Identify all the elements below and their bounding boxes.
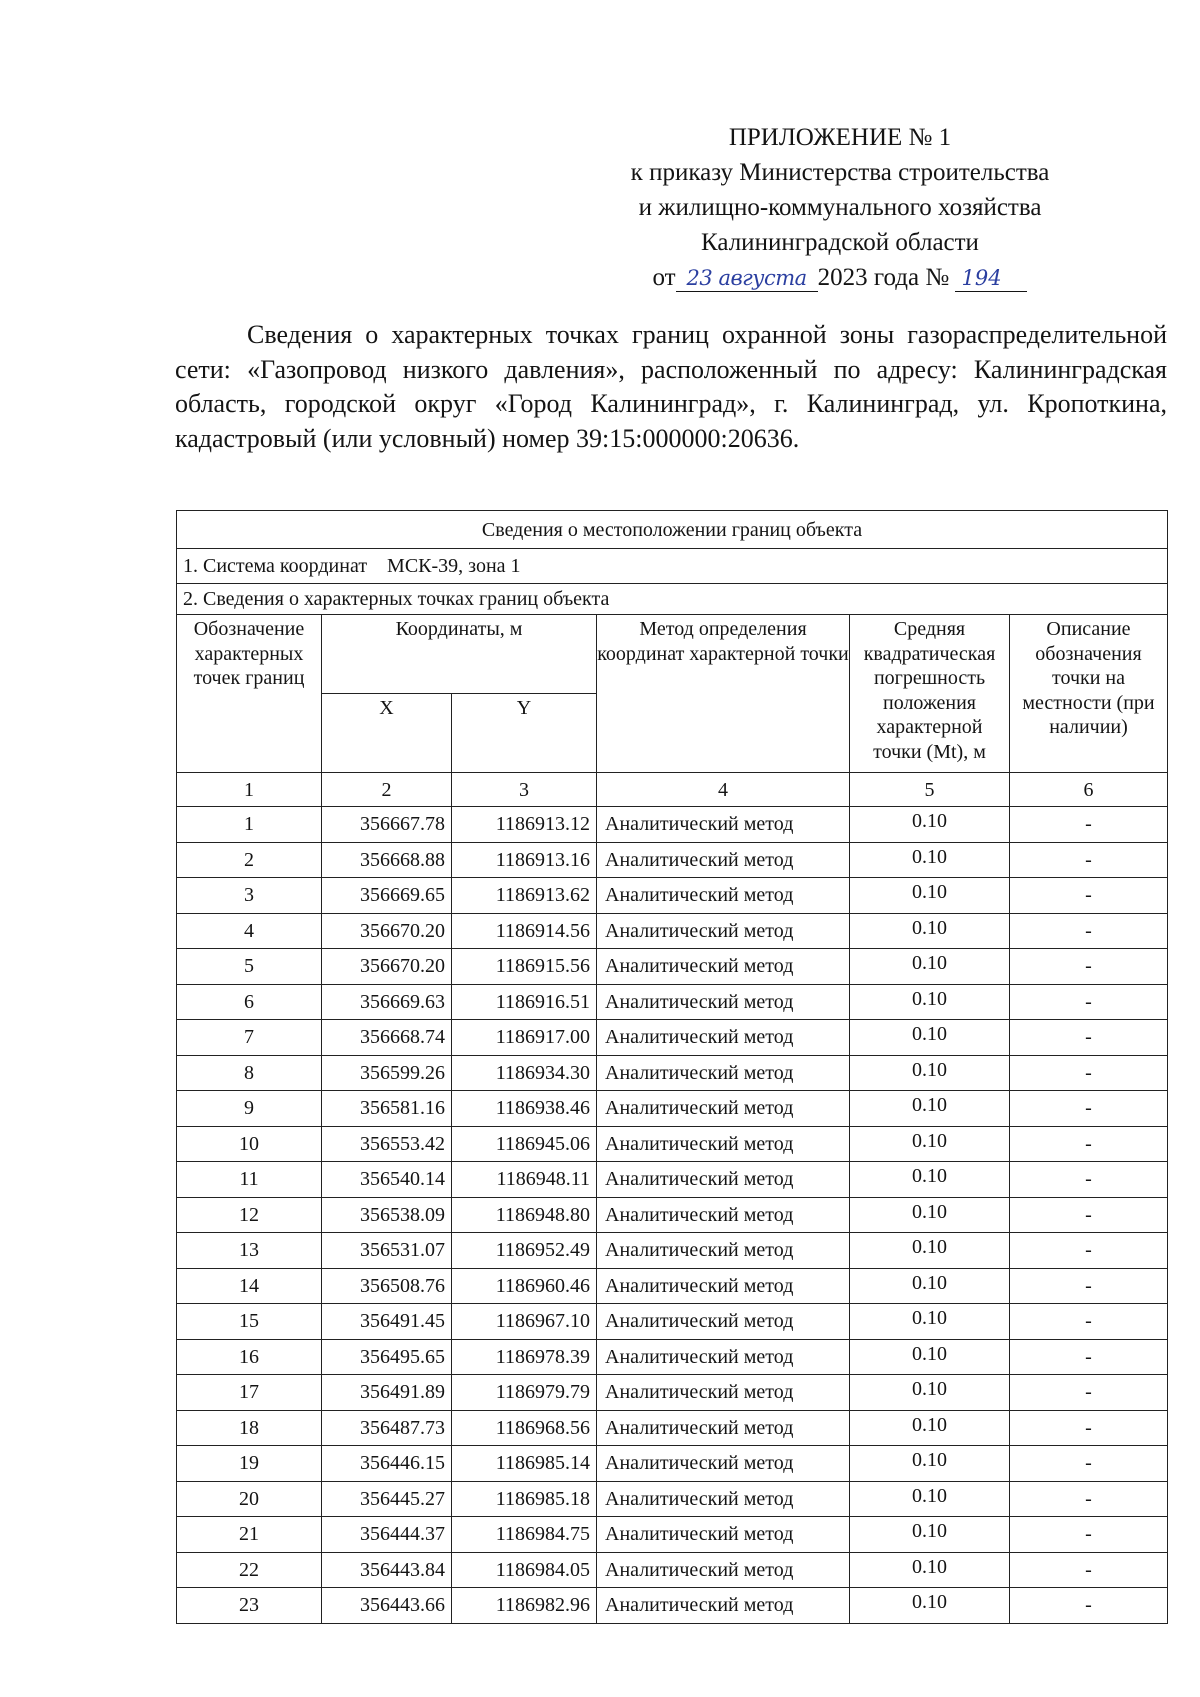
method-cell: Аналитический метод (597, 1446, 850, 1482)
coordinate-x: 356670.20 (322, 949, 452, 985)
description-cell: - (1010, 1552, 1168, 1588)
handwritten-order-number: 194 (955, 265, 1027, 292)
header-x: X (322, 694, 452, 773)
method-cell: Аналитический метод (597, 1588, 850, 1624)
coordinate-y: 1186915.56 (452, 949, 597, 985)
coordinate-x: 356444.37 (322, 1517, 452, 1553)
handwritten-date: 23 августа (676, 265, 818, 292)
description-cell: - (1010, 1268, 1168, 1304)
boundary-points-table (176, 510, 1168, 1624)
appendix-region-line: Калининградской области (701, 229, 979, 256)
appendix-order-line: к приказу Министерства строительства (630, 159, 1050, 186)
point-number: 14 (177, 1268, 322, 1304)
coordinate-x: 356667.78 (322, 807, 452, 843)
coordinate-y: 1186914.56 (452, 913, 597, 949)
column-number: 5 (850, 773, 1010, 807)
description-cell: - (1010, 1126, 1168, 1162)
point-number: 5 (177, 949, 322, 985)
column-number: 2 (322, 773, 452, 807)
error-cell: 0.10 (850, 1162, 1010, 1198)
section-2-title: 2. Сведения о характерных точках границ объекта (177, 584, 1168, 615)
coordinate-y: 1186934.30 (452, 1055, 597, 1091)
coordinate-x: 356669.63 (322, 984, 452, 1020)
point-number: 7 (177, 1020, 322, 1056)
coordinate-x: 356508.76 (322, 1268, 452, 1304)
table-row (177, 878, 1168, 914)
method-cell: Аналитический метод (597, 984, 850, 1020)
point-number: 3 (177, 878, 322, 914)
point-number: 20 (177, 1481, 322, 1517)
error-cell: 0.10 (850, 1268, 1010, 1304)
error-cell: 0.10 (850, 1197, 1010, 1233)
appendix-header (590, 120, 1090, 295)
coordinate-x: 356531.07 (322, 1233, 452, 1269)
point-number: 21 (177, 1517, 322, 1553)
point-number: 11 (177, 1162, 322, 1198)
point-number: 15 (177, 1304, 322, 1340)
table-row (177, 1091, 1168, 1127)
coordinate-x: 356491.89 (322, 1375, 452, 1411)
coordinate-y: 1186978.39 (452, 1339, 597, 1375)
description-cell: - (1010, 1517, 1168, 1553)
table-row (177, 949, 1168, 985)
table-row (177, 1339, 1168, 1375)
method-cell: Аналитический метод (597, 1233, 850, 1269)
method-cell: Аналитический метод (597, 1517, 850, 1553)
coordinate-y: 1186948.80 (452, 1197, 597, 1233)
error-cell: 0.10 (850, 1410, 1010, 1446)
header-error: Средняя квадратическая погрешность положения характерной точки (Mt), м (850, 615, 1010, 773)
description-cell: - (1010, 842, 1168, 878)
description-cell: - (1010, 1375, 1168, 1411)
coordinate-y: 1186945.06 (452, 1126, 597, 1162)
error-cell: 0.10 (850, 1055, 1010, 1091)
error-cell: 0.10 (850, 1446, 1010, 1482)
error-cell: 0.10 (850, 1091, 1010, 1127)
method-cell: Аналитический метод (597, 842, 850, 878)
error-cell: 0.10 (850, 1126, 1010, 1162)
coordinate-y: 1186952.49 (452, 1233, 597, 1269)
coordinate-y: 1186985.18 (452, 1481, 597, 1517)
description-cell: - (1010, 1233, 1168, 1269)
coordinate-y: 1186985.14 (452, 1446, 597, 1482)
coordinate-x: 356445.27 (322, 1481, 452, 1517)
column-number: 4 (597, 773, 850, 807)
point-number: 12 (177, 1197, 322, 1233)
method-cell: Аналитический метод (597, 1162, 850, 1198)
table-row (177, 1268, 1168, 1304)
point-number: 17 (177, 1375, 322, 1411)
coordinate-y: 1186913.16 (452, 842, 597, 878)
error-cell: 0.10 (850, 842, 1010, 878)
description-cell: - (1010, 984, 1168, 1020)
error-cell: 0.10 (850, 1588, 1010, 1624)
coordinate-y: 1186913.62 (452, 878, 597, 914)
method-cell: Аналитический метод (597, 1410, 850, 1446)
point-number: 8 (177, 1055, 322, 1091)
header-description: Описание обозначения точки на местности (при наличии) (1010, 615, 1168, 773)
coordinate-x: 356446.15 (322, 1446, 452, 1482)
error-cell: 0.10 (850, 1481, 1010, 1517)
point-number: 22 (177, 1552, 322, 1588)
error-cell: 0.10 (850, 1375, 1010, 1411)
description-cell: - (1010, 913, 1168, 949)
coordinate-y: 1186916.51 (452, 984, 597, 1020)
error-cell: 0.10 (850, 1552, 1010, 1588)
column-number: 3 (452, 773, 597, 807)
point-number: 2 (177, 842, 322, 878)
coordinate-x: 356491.45 (322, 1304, 452, 1340)
method-cell: Аналитический метод (597, 1268, 850, 1304)
description-cell: - (1010, 1446, 1168, 1482)
intro-text: Сведения о характерных точках границ охранной зоны газораспределительной сети: «Газопровод низкого давления», расположенный по адресу: Калининградская область, городской округ «Город Калининград», г. Калининград, ул. Кропоткина, кадастровый (или условный) номер 39:15:000000:20636. (175, 320, 1167, 453)
description-cell: - (1010, 1197, 1168, 1233)
appendix-title: ПРИЛОЖЕНИЕ № 1 (728, 124, 952, 151)
method-cell: Аналитический метод (597, 1481, 850, 1517)
coordinate-x: 356487.73 (322, 1410, 452, 1446)
coordinate-x: 356670.20 (322, 913, 452, 949)
error-cell: 0.10 (850, 878, 1010, 914)
coordinate-x: 356668.74 (322, 1020, 452, 1056)
column-number: 1 (177, 773, 322, 807)
error-cell: 0.10 (850, 1304, 1010, 1340)
coordinate-x: 356553.42 (322, 1126, 452, 1162)
coordinate-y: 1186968.56 (452, 1410, 597, 1446)
header-method: Метод определения координат характерной точки (597, 615, 850, 773)
method-cell: Аналитический метод (597, 949, 850, 985)
error-cell: 0.10 (850, 807, 1010, 843)
description-cell: - (1010, 1588, 1168, 1624)
point-number: 13 (177, 1233, 322, 1269)
method-cell: Аналитический метод (597, 1197, 850, 1233)
table-row (177, 1162, 1168, 1198)
coordinate-x: 356495.65 (322, 1339, 452, 1375)
coordinate-y: 1186948.11 (452, 1162, 597, 1198)
error-cell: 0.10 (850, 1339, 1010, 1375)
description-cell: - (1010, 1339, 1168, 1375)
coordinate-y: 1186984.75 (452, 1517, 597, 1553)
header-y: Y (452, 694, 597, 773)
coordinate-x: 356538.09 (322, 1197, 452, 1233)
coordinate-system: 1. Система координат МСК-39, зона 1 (177, 549, 1168, 584)
coordinate-y: 1186967.10 (452, 1304, 597, 1340)
table-title: Сведения о местоположении границ объекта (177, 511, 1168, 549)
method-cell: Аналитический метод (597, 1020, 850, 1056)
coordinate-x: 356668.88 (322, 842, 452, 878)
table-row (177, 1020, 1168, 1056)
table-row (177, 842, 1168, 878)
order-prefix: от (652, 264, 676, 291)
description-cell: - (1010, 807, 1168, 843)
coordinate-y: 1186982.96 (452, 1588, 597, 1624)
description-cell: - (1010, 1091, 1168, 1127)
intro-paragraph (175, 318, 1167, 456)
table-row (177, 1197, 1168, 1233)
method-cell: Аналитический метод (597, 1091, 850, 1127)
coordinate-y: 1186913.12 (452, 807, 597, 843)
coordinate-x: 356540.14 (322, 1162, 452, 1198)
coordinate-y: 1186984.05 (452, 1552, 597, 1588)
method-cell: Аналитический метод (597, 807, 850, 843)
point-number: 10 (177, 1126, 322, 1162)
table-row (177, 1055, 1168, 1091)
point-number: 19 (177, 1446, 322, 1482)
table-row (177, 1552, 1168, 1588)
header-coordinates: Координаты, м (322, 615, 597, 694)
table-row (177, 1375, 1168, 1411)
method-cell: Аналитический метод (597, 1126, 850, 1162)
error-cell: 0.10 (850, 1517, 1010, 1553)
coordinate-y: 1186938.46 (452, 1091, 597, 1127)
method-cell: Аналитический метод (597, 1304, 850, 1340)
coordinate-x: 356443.84 (322, 1552, 452, 1588)
table-row (177, 1588, 1168, 1624)
column-number: 6 (1010, 773, 1168, 807)
method-cell: Аналитический метод (597, 1552, 850, 1588)
error-cell: 0.10 (850, 1233, 1010, 1269)
error-cell: 0.10 (850, 1020, 1010, 1056)
description-cell: - (1010, 1162, 1168, 1198)
order-date-line (590, 260, 1090, 295)
point-number: 1 (177, 807, 322, 843)
point-number: 23 (177, 1588, 322, 1624)
description-cell: - (1010, 1410, 1168, 1446)
table-row (177, 1446, 1168, 1482)
table-row (177, 984, 1168, 1020)
appendix-ministry-line: и жилищно-коммунального хозяйства (638, 194, 1042, 221)
table-row (177, 807, 1168, 843)
table-row (177, 1233, 1168, 1269)
coordinate-y: 1186979.79 (452, 1375, 597, 1411)
table-row (177, 1304, 1168, 1340)
point-number: 4 (177, 913, 322, 949)
error-cell: 0.10 (850, 984, 1010, 1020)
order-year-text: 2023 года № (817, 264, 950, 291)
coordinate-y: 1186917.00 (452, 1020, 597, 1056)
description-cell: - (1010, 1481, 1168, 1517)
header-point: Обозначение характерных точек границ (177, 615, 322, 773)
description-cell: - (1010, 1020, 1168, 1056)
description-cell: - (1010, 1055, 1168, 1091)
column-numbers-row (177, 773, 1168, 807)
point-number: 6 (177, 984, 322, 1020)
coordinate-x: 356443.66 (322, 1588, 452, 1624)
method-cell: Аналитический метод (597, 1375, 850, 1411)
description-cell: - (1010, 878, 1168, 914)
coordinate-y: 1186960.46 (452, 1268, 597, 1304)
point-number: 16 (177, 1339, 322, 1375)
table-row (177, 1517, 1168, 1553)
error-cell: 0.10 (850, 949, 1010, 985)
method-cell: Аналитический метод (597, 1055, 850, 1091)
table-row (177, 913, 1168, 949)
coordinate-x: 356581.16 (322, 1091, 452, 1127)
coordinate-x: 356669.65 (322, 878, 452, 914)
table-row (177, 1481, 1168, 1517)
error-cell: 0.10 (850, 913, 1010, 949)
method-cell: Аналитический метод (597, 1339, 850, 1375)
point-number: 9 (177, 1091, 322, 1127)
method-cell: Аналитический метод (597, 913, 850, 949)
method-cell: Аналитический метод (597, 878, 850, 914)
table-row (177, 1410, 1168, 1446)
table-row (177, 1126, 1168, 1162)
description-cell: - (1010, 1304, 1168, 1340)
description-cell: - (1010, 949, 1168, 985)
point-number: 18 (177, 1410, 322, 1446)
coordinate-x: 356599.26 (322, 1055, 452, 1091)
